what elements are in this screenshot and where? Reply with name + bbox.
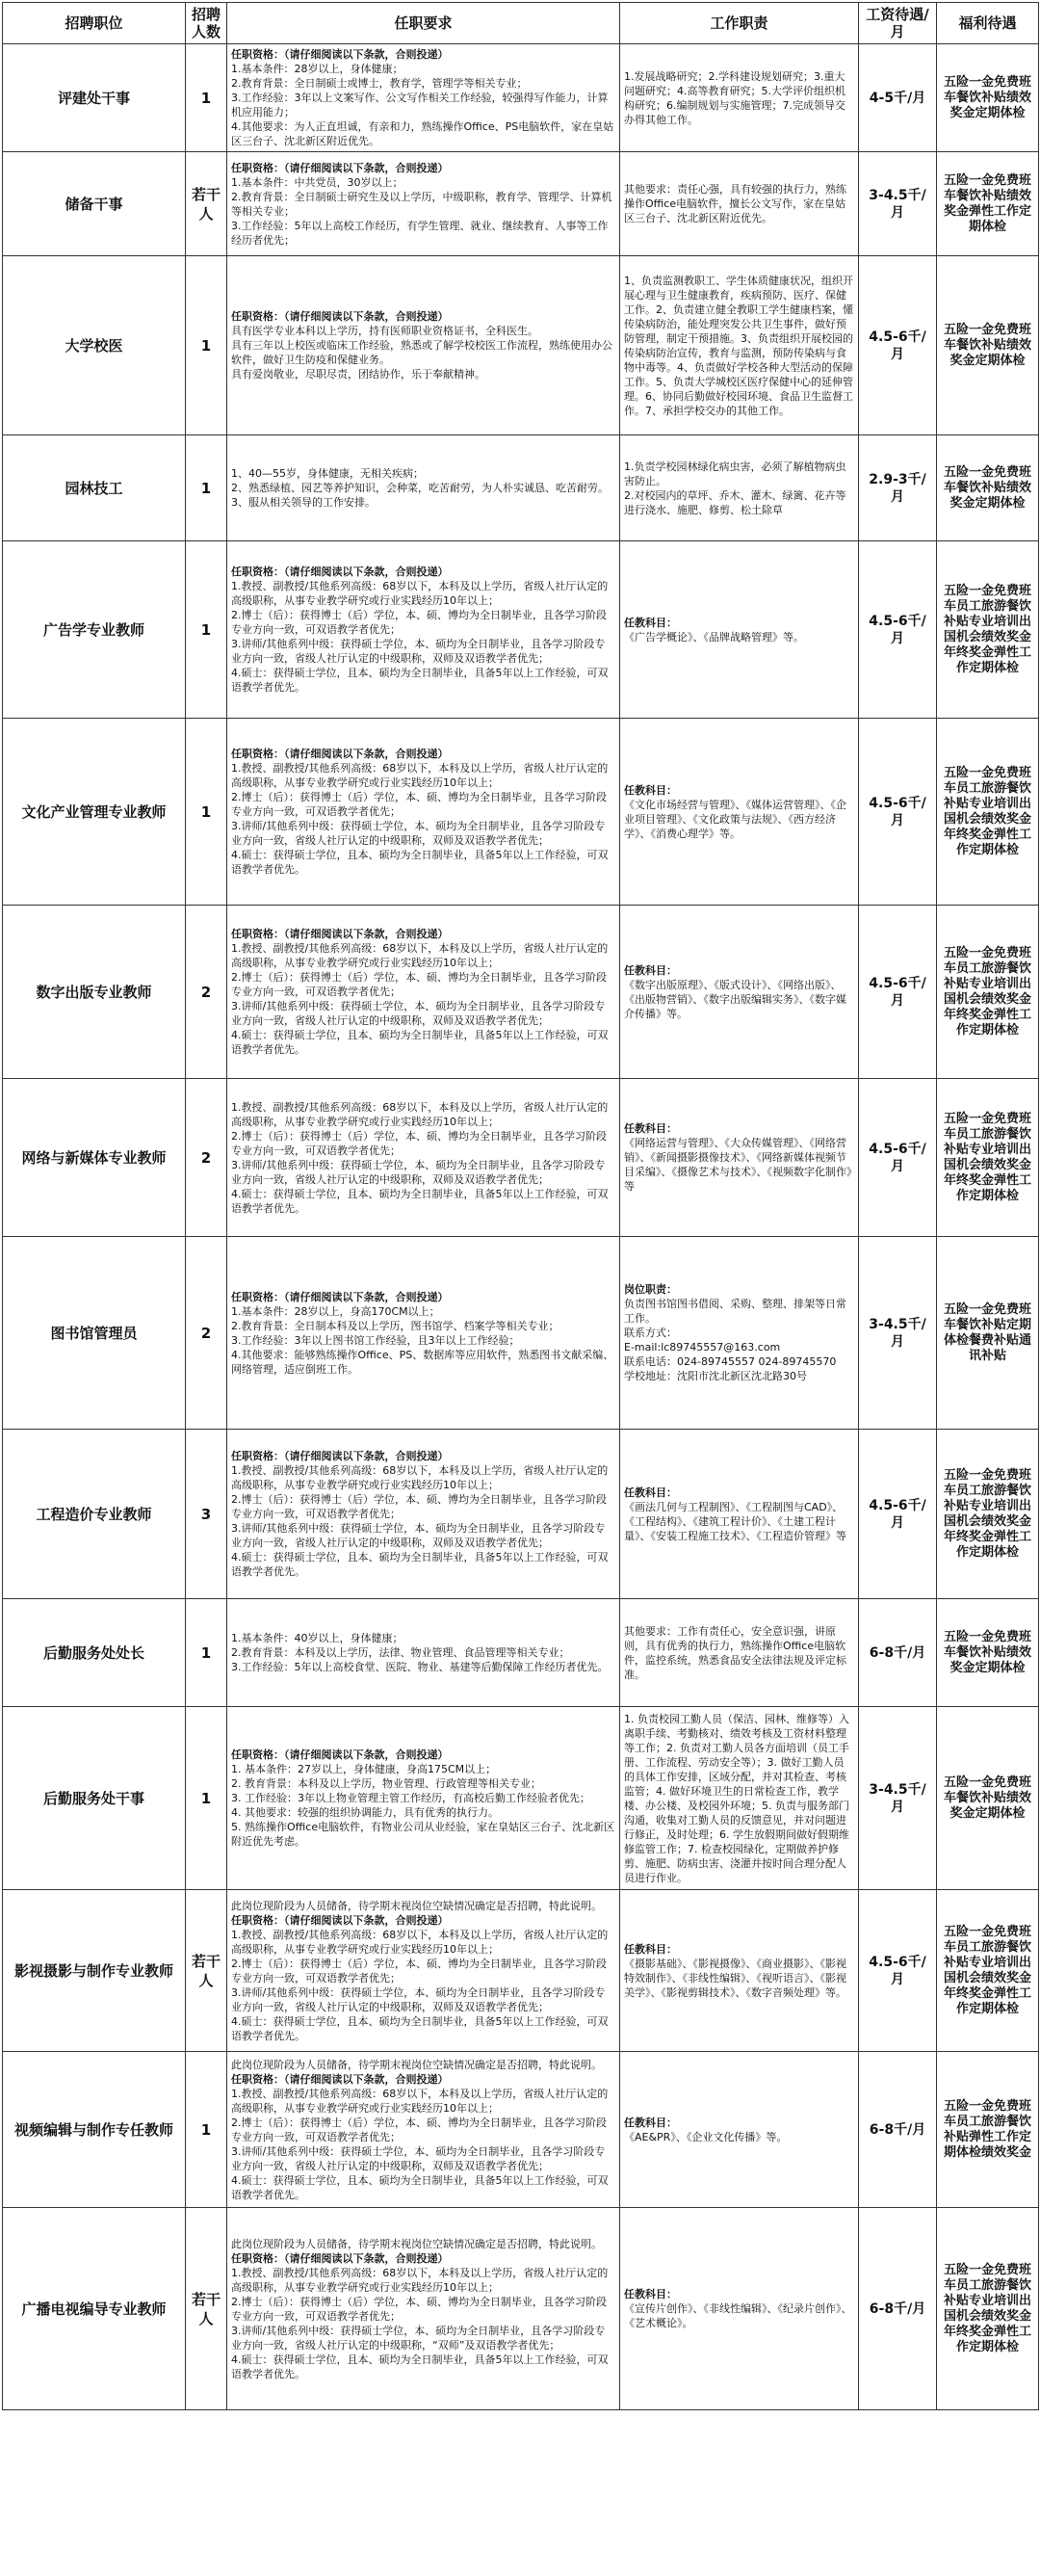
benefits: 五险一金免费班车员工旅游餐饮补贴专业培训出国机会绩效奖金年终奖金弹性工作定期体检 — [937, 541, 1039, 719]
header-row — [3, 3, 1039, 44]
requirement-line: 4.硕士：获得硕士学位，且本、硕均为全日制毕业，具备5年以上工作经验，可双语教学者优先。 — [231, 849, 609, 876]
duty-line: 任教科目： — [624, 2288, 677, 2300]
requirement-line: 2.博士（后）：获得博士（后）学位，本、硕、博均为全日制毕业，且各学习阶段专业方向一致，可双语教学者优先； — [231, 1493, 607, 1520]
job-title: 工程造价专业教师 — [3, 1430, 186, 1599]
requirement-line: 2.教育背景：全日制硕士或博士，教育学，管理学等相关专业； — [231, 77, 528, 90]
salary: 3-4.5千/月 — [859, 152, 937, 256]
requirement-line: 任职资格：（请仔细阅读以下条款，合则投递） — [231, 1450, 449, 1462]
requirements-cell — [227, 541, 620, 719]
benefits: 五险一金免费班车餐饮补贴绩效奖金定期体检 — [937, 44, 1039, 152]
requirement-line: 1. 基本条件：27岁以上，身体健康，身高175CM以上； — [231, 1763, 497, 1775]
headcount: 1 — [186, 541, 227, 719]
requirement-line: 任职资格：（请仔细阅读以下条款，合则投递） — [231, 928, 449, 940]
requirement-line: 2、熟悉绿植、园艺等养护知识，会种菜，吃苦耐劳，为人朴实诚恳、吃苦耐劳。 — [231, 482, 609, 494]
requirements-cell — [227, 1079, 620, 1237]
requirement-line: 3.讲师/其他系列中级：获得硕士学位，本、硕均为全日制毕业，且各学习阶段专业方向一致，省级人社厅认定的中级职称，双师及双语教学者优先； — [231, 1985, 606, 2013]
requirements-cell — [227, 44, 620, 152]
header-benefits: 福利待遇 — [937, 3, 1039, 44]
table-row — [3, 1079, 1039, 1237]
requirements-cell — [227, 906, 620, 1079]
requirement-line: 4. 其他要求：较强的组织协调能力，具有优秀的执行力。 — [231, 1806, 499, 1819]
job-title: 视频编辑与制作专任教师 — [3, 2052, 186, 2208]
requirement-line: 1.教授、副教授/其他系列高级：68岁以下，本科及以上学历，省级人社厅认定的高级职称，从事专业教学研究或行业实践经历10年以上； — [231, 580, 609, 607]
duties-cell — [620, 719, 859, 906]
requirement-line: 2.教育背景：全日制硕士研究生及以上学历，中级职称，教育学、管理学、计算机等相关专业； — [231, 190, 612, 218]
requirements-cell — [227, 2052, 620, 2208]
header-position: 招聘职位 — [3, 3, 186, 44]
benefits: 五险一金免费班车员工旅游餐饮补贴专业培训出国机会绩效奖金年终奖金弹性工作定期体检 — [937, 1890, 1039, 2052]
duty-line: 负责图书馆图书借阅、采购、整理、排架等日常工作。 — [624, 1298, 846, 1325]
table-body — [3, 44, 1039, 2410]
requirements-cell — [227, 2208, 620, 2410]
duty-line: 联系电话：024-89745557 024-89745570 — [624, 1355, 837, 1368]
requirement-line: 4.其他要求：为人正直坦诚，有亲和力，熟练操作Office、PS电脑软件，家在皇姑区三台子、沈北新区附近优先。 — [231, 120, 614, 147]
requirement-line: 3.讲师/其他系列中级：获得硕士学位，本、硕均为全日制毕业，且各学习阶段专业方向一致，省级人社厅认定的中级职称，双师及双语教学者优先； — [231, 1522, 606, 1549]
duties-cell — [620, 2052, 859, 2208]
requirement-line: 2.博士（后）：获得博士（后）学位，本、硕、博均为全日制毕业，且各学习阶段专业方向一致，可双语教学者优先； — [231, 609, 607, 636]
table-row — [3, 435, 1039, 541]
requirement-line: 1.教授、副教授/其他系列高级：68岁以下，本科及以上学历，省级人社厅认定的高级职称，从事专业教学研究或行业实践经历10年以上； — [231, 942, 609, 969]
duty-line: 岗位职责： — [624, 1283, 677, 1296]
requirement-line: 4.硕士：获得硕士学位，且本、硕均为全日制毕业，具备5年以上工作经验，可双语教学者优先。 — [231, 667, 609, 694]
table-row — [3, 1599, 1039, 1707]
salary: 4.5-6千/月 — [859, 1079, 937, 1237]
duties-cell — [620, 1079, 859, 1237]
headcount: 2 — [186, 906, 227, 1079]
requirement-line: 任职资格：（请仔细阅读以下条款，合则投递） — [231, 1913, 449, 1927]
requirement-line: 3.工作经验：3年以上图书馆工作经验，且3年以上工作经验； — [231, 1333, 520, 1347]
requirements-cell — [227, 435, 620, 541]
salary: 4.5-6千/月 — [859, 541, 937, 719]
headcount: 1 — [186, 44, 227, 152]
requirement-line: 1.基本条件：中共党员，30岁以上； — [231, 175, 403, 189]
requirement-line: 4.硕士：获得硕士学位，且本、硕均为全日制毕业，具备5年以上工作经验，可双语教学者优先。 — [231, 2014, 609, 2042]
requirements-cell — [227, 719, 620, 906]
duties-cell — [620, 1430, 859, 1599]
requirement-line: 1.基本条件：28岁以上，身体健康； — [231, 63, 403, 75]
duties-cell — [620, 1890, 859, 2052]
requirement-line: 2. 教育背景：本科及以上学历，物业管理、行政管理等相关专业； — [231, 1777, 541, 1790]
requirement-line: 1.教授、副教授/其他系列高级：68岁以下，本科及以上学历，省级人社厅认定的高级职称，从事专业教学研究或行业实践经历10年以上； — [231, 1100, 609, 1128]
duties-cell — [620, 435, 859, 541]
requirement-line: 任职资格：（请仔细阅读以下条款，合则投递） — [231, 161, 449, 174]
job-title: 影视摄影与制作专业教师 — [3, 1890, 186, 2052]
duty-line: 1.负责学校园林绿化病虫害，必须了解植物病虫害防止。 — [624, 460, 846, 487]
header-salary: 工资待遇/月 — [859, 3, 937, 44]
requirement-line: 2.博士（后）：获得博士（后）学位，本、硕、博均为全日制毕业，且各学习阶段专业方向一致，可双语教学者优先； — [231, 971, 607, 998]
duty-line: 任教科目： — [624, 783, 677, 797]
salary: 3-4.5千/月 — [859, 1707, 937, 1890]
requirement-line: 2.博士（后）：获得博士（后）学位，本、硕、博均为全日制毕业，且各学习阶段专业方向一致，可双语教学者优先； — [231, 2295, 607, 2323]
duty-line: 《摄影基础》、《影视摄像》、《商业摄影》、《影视特效制作》、《非线性编辑》、《视听语言》、《影视美学》、《影视剪辑技术》、《数字音频处理》等。 — [624, 1957, 846, 1999]
requirement-line: 1.基本条件：28岁以上，身高170CM以上； — [231, 1304, 440, 1318]
table-row — [3, 1890, 1039, 2052]
requirement-line: 2.博士（后）：获得博士（后）学位，本、硕、博均为全日制毕业，且各学习阶段专业方向一致，可双语教学者优先； — [231, 791, 607, 818]
header-duties: 工作职责 — [620, 3, 859, 44]
table-row — [3, 1707, 1039, 1890]
requirement-line: 2.教育背景：全日制本科及以上学历，图书馆学、档案学等相关专业； — [231, 1319, 559, 1332]
duties-cell — [620, 44, 859, 152]
benefits: 五险一金免费班车员工旅游餐饮补贴专业培训出国机会绩效奖金年终奖金弹性工作定期体检 — [937, 1079, 1039, 1237]
benefits: 五险一金免费班车员工旅游餐饮补贴专业培训出国机会绩效奖金年终奖金弹性工作定期体检 — [937, 1430, 1039, 1599]
requirement-line: 2.博士（后）：获得博士（后）学位，本、硕、博均为全日制毕业，且各学习阶段专业方向一致，可双语教学者优先； — [231, 2116, 607, 2143]
duties-cell — [620, 1707, 859, 1890]
duty-line: 1.发展战略研究；2.学科建设规划研究；3.重大问题研究；4.高等教育研究；5.大学评价组织机构研究；6.编制规划与实施管理；7.完成领导交办得其他工作。 — [624, 69, 845, 126]
headcount: 3 — [186, 1430, 227, 1599]
requirements-cell — [227, 1237, 620, 1430]
salary: 4.5-6千/月 — [859, 256, 937, 435]
requirements-cell — [227, 152, 620, 256]
benefits: 五险一金免费班车餐饮补贴绩效奖金定期体检 — [937, 435, 1039, 541]
requirement-line: 3.工作经验：5年以上高校食堂、医院、物业、基建等后勤保障工作经历者优先。 — [231, 1661, 609, 1673]
duty-line: 2.对校园内的草坪、乔木、灌木、绿篱、花卉等进行浇水、施肥、修剪、松土除草 — [624, 488, 846, 516]
requirement-line: 2.博士（后）：获得博士（后）学位，本、硕、博均为全日制毕业，且各学习阶段专业方向一致，可双语教学者优先； — [231, 1129, 607, 1157]
requirement-line: 具有爱岗敬业，尽职尽责，团结协作，乐于奉献精神。 — [231, 368, 485, 381]
headcount: 1 — [186, 2052, 227, 2208]
salary: 6-8千/月 — [859, 2052, 937, 2208]
duty-line: 其他要求：责任心强，具有较强的执行力，熟练操作Office电脑软件，擅长公文写作，家在皇姑区三台子、沈北新区附近优先。 — [624, 183, 846, 224]
headcount: 若干人 — [186, 152, 227, 256]
requirement-line: 1.教授、副教授/其他系列高级：68岁以下，本科及以上学历，省级人社厅认定的高级职称，从事专业教学研究或行业实践经历10年以上； — [231, 1464, 609, 1491]
headcount: 若干人 — [186, 1890, 227, 2052]
job-title: 文化产业管理专业教师 — [3, 719, 186, 906]
requirement-line: 2.博士（后）：获得博士（后）学位，本、硕、博均为全日制毕业，且各学习阶段专业方向一致，可双语教学者优先； — [231, 1957, 607, 1985]
requirement-line: 此岗位现阶段为人员储备，待学期末视岗位空缺情况确定是否招聘，特此说明。 — [231, 2058, 602, 2071]
benefits: 五险一金免费班车员工旅游餐饮补贴专业培训出国机会绩效奖金年终奖金弹性工作定期体检 — [937, 906, 1039, 1079]
table-row — [3, 1430, 1039, 1599]
job-title: 数字出版专业教师 — [3, 906, 186, 1079]
requirement-line: 3、服从相关领导的工作安排。 — [231, 496, 376, 509]
duties-cell — [620, 1599, 859, 1707]
requirement-line: 此岗位现阶段为人员储备，待学期末视岗位空缺情况确定是否招聘，特此说明。 — [231, 2237, 602, 2250]
header-count: 招聘人数 — [186, 3, 227, 44]
duty-line: 《广告学概论》、《品牌战略管理》等。 — [624, 630, 804, 644]
requirement-line: 任职资格：（请仔细阅读以下条款，合则投递） — [231, 310, 449, 323]
duties-cell — [620, 1237, 859, 1430]
job-title: 广告学专业教师 — [3, 541, 186, 719]
job-title: 图书馆管理员 — [3, 1237, 186, 1430]
requirement-line: 1.教授、副教授/其他系列高级：68岁以下，本科及以上学历，省级人社厅认定的高级职称，从事专业教学研究或行业实践经历10年以上； — [231, 762, 609, 789]
job-title: 后勤服务处处长 — [3, 1599, 186, 1707]
duty-line: 《画法几何与工程制图》、《工程制图与CAD》、《工程结构》、《建筑工程计价》、《土建工程计量》、《安装工程施工技术》、《工程造价管理》等 — [624, 1500, 846, 1542]
table-row — [3, 1237, 1039, 1430]
salary: 6-8千/月 — [859, 2208, 937, 2410]
table-row — [3, 719, 1039, 906]
table-row — [3, 906, 1039, 1079]
requirement-line: 任职资格：（请仔细阅读以下条款，合则投递） — [231, 1290, 449, 1303]
duty-line: 任教科目： — [624, 2116, 677, 2129]
requirement-line: 4.硕士：获得硕士学位，且本、硕均为全日制毕业，具备5年以上工作经验，可双语教学者优先。 — [231, 1029, 609, 1056]
headcount: 1 — [186, 719, 227, 906]
table-row — [3, 256, 1039, 435]
job-title: 大学校医 — [3, 256, 186, 435]
table-row — [3, 2208, 1039, 2410]
duty-line: 任教科目： — [624, 1122, 677, 1135]
duty-line: 1、负责监测教职工、学生体质健康状况，组织开展心理与卫生健康教育，疾病预防、医疗、保健工作。2、负责建立健全教职工学生健康档案，懂传染病防治，能处理突发公共卫生事件，做好预防管理，制定干预措施。3、负责组织开展校园的传染病防治宣传，教育与监测，预防传染病与食物中毒等。4、负责做好学校各种大型活动的保障工作。5、负责大学城校区医疗保健中心的延伸管理。6、协同后勤做好校园环境、食品卫生监督工作。7、承担学校交办的其他工作。 — [624, 274, 853, 417]
requirement-line: 1、40—55岁，身体健康，无相关疾病； — [231, 467, 424, 480]
duties-cell — [620, 541, 859, 719]
salary: 4.5-6千/月 — [859, 1890, 937, 2052]
duty-line: 联系方式： — [624, 1327, 677, 1339]
headcount: 1 — [186, 1599, 227, 1707]
headcount: 1 — [186, 256, 227, 435]
requirement-line: 4.硕士：获得硕士学位，且本、硕均为全日制毕业，具备5年以上工作经验，可双语教学者优先。 — [231, 2353, 609, 2380]
requirement-line: 此岗位现阶段为人员储备，待学期末视岗位空缺情况确定是否招聘，特此说明。 — [231, 1899, 602, 1912]
requirement-line: 2.教育背景：本科及以上学历，法律、物业管理、食品管理等相关专业； — [231, 1646, 570, 1659]
requirement-line: 3.讲师/其他系列中级：获得硕士学位，本、硕均为全日制毕业，且各学习阶段专业方向一致，省级人社厅认定的中级职称，双师及双语教学者优先； — [231, 1158, 606, 1186]
duty-line: 《数字出版原理》、《版式设计》、《网络出版》、《出版物营销》、《数字出版编辑实务》、《数字媒介传播》等。 — [624, 978, 846, 1020]
duty-line: E-mail:lc89745557@163.com — [624, 1341, 781, 1354]
requirement-line: 3.讲师/其他系列中级：获得硕士学位，本、硕均为全日制毕业，且各学习阶段专业方向一致，省级人社厅认定的中级职称，双师及双语教学者优先； — [231, 1000, 606, 1027]
headcount: 2 — [186, 1079, 227, 1237]
requirement-line: 1.教授、副教授/其他系列高级：68岁以下，本科及以上学历，省级人社厅认定的高级职称，从事专业教学研究或行业实践经历10年以上； — [231, 2087, 609, 2115]
requirements-cell — [227, 256, 620, 435]
benefits: 五险一金免费班车餐饮补贴绩效奖金定期体检 — [937, 256, 1039, 435]
duties-cell — [620, 2208, 859, 2410]
headcount: 1 — [186, 1707, 227, 1890]
salary: 4-5千/月 — [859, 44, 937, 152]
salary: 4.5-6千/月 — [859, 906, 937, 1079]
benefits: 五险一金免费班车餐饮补贴绩效奖金定期体检 — [937, 1707, 1039, 1890]
requirement-line: 任职资格：（请仔细阅读以下条款，合则投递） — [231, 565, 449, 578]
duty-line: 1. 负责校园工勤人员（保洁、园林、维修等）入离职手续、考勤核对、绩效考核及工资材料整理等工作；2. 负责对工勤人员各方面培训（员工手册、工作流程、劳动安全等）；3. 做好工勤人员的具体工作安排，区域分配，并对其检查、考核监管；4. 做好环境卫生的日常检查工作，教学楼、办公楼、及校园外环境；5. 负责与服务部门沟通，收集对工勤人员的反馈意见，并对问题进行修正，及时处理；6. 学生放假期间做好假期维修监管工作；7. 检查校园绿化，定期做养护修剪、施肥、防病虫害、浇灌并按时间合理分配人员进行作业。 — [624, 1712, 849, 1884]
requirement-line: 4.硕士：获得硕士学位，且本、硕均为全日制毕业，具备5年以上工作经验，可双语教学者优先。 — [231, 1187, 609, 1215]
requirement-line: 1.教授、副教授/其他系列高级：68岁以下，本科及以上学历，省级人社厅认定的高级职称，从事专业教学研究或行业实践经历10年以上； — [231, 2266, 609, 2294]
duty-line: 其他要求：工作有责任心，安全意识强，讲原则，具有优秀的执行力，熟练操作Office电脑软件，监控系统，熟悉食品安全法律法规及评定标准。 — [624, 1624, 846, 1681]
duty-line: 任教科目： — [624, 1485, 677, 1499]
table-row — [3, 152, 1039, 256]
benefits: 五险一金免费班车餐饮补贴绩效奖金弹性工作定期体检 — [937, 152, 1039, 256]
requirement-line: 3.讲师/其他系列中级：获得硕士学位，本、硕均为全日制毕业，且各学习阶段专业方向一致，省级人社厅认定的中级职称，双师及双语教学者优先； — [231, 2144, 606, 2172]
table-row — [3, 2052, 1039, 2208]
requirements-cell — [227, 1599, 620, 1707]
requirement-line: 1.教授、副教授/其他系列高级：68岁以下，本科及以上学历，省级人社厅认定的高级职称，从事专业教学研究或行业实践经历10年以上； — [231, 1928, 609, 1956]
header-requirements: 任职要求 — [227, 3, 620, 44]
headcount: 1 — [186, 435, 227, 541]
benefits: 五险一金免费班车餐饮补贴定期体检餐费补贴通讯补贴 — [937, 1237, 1039, 1430]
salary: 3-4.5千/月 — [859, 1237, 937, 1430]
benefits: 五险一金免费班车餐饮补贴绩效奖金定期体检 — [937, 1599, 1039, 1707]
requirement-line: 任职资格：（请仔细阅读以下条款，合则投递） — [231, 748, 449, 760]
benefits: 五险一金免费班车员工旅游餐饮补贴专业培训出国机会绩效奖金年终奖金弹性工作定期体检 — [937, 719, 1039, 906]
job-title: 园林技工 — [3, 435, 186, 541]
requirements-cell — [227, 1890, 620, 2052]
duty-line: 《AE&PR》、《企业文化传播》等。 — [624, 2130, 788, 2143]
duty-line: 任教科目： — [624, 1942, 677, 1956]
requirement-line: 4.其他要求：能够熟练操作Office、PS、数据库等应用软件，熟悉图书文献采编、网络管理，适应倒班工作。 — [231, 1348, 614, 1376]
job-title: 网络与新媒体专业教师 — [3, 1079, 186, 1237]
requirement-line: 4.硕士：获得硕士学位，且本、硕均为全日制毕业，具备5年以上工作经验，可双语教学者优先。 — [231, 1551, 609, 1578]
headcount: 2 — [186, 1237, 227, 1430]
duties-cell — [620, 906, 859, 1079]
table-row — [3, 44, 1039, 152]
benefits: 五险一金免费班车员工旅游餐饮补贴专业培训出国机会绩效奖金年终奖金弹性工作定期体检 — [937, 2208, 1039, 2410]
job-title: 后勤服务处干事 — [3, 1707, 186, 1890]
benefits: 五险一金免费班车员工旅游餐饮补贴弹性工作定期体检绩效奖金 — [937, 2052, 1039, 2208]
headcount: 若干人 — [186, 2208, 227, 2410]
salary: 6-8千/月 — [859, 1599, 937, 1707]
salary: 4.5-6千/月 — [859, 719, 937, 906]
requirement-line: 4.硕士：获得硕士学位，且本、硕均为全日制毕业，具备5年以上工作经验，可双语教学者优先。 — [231, 2173, 609, 2201]
duty-line: 《宣传片创作》、《非线性编辑》、《纪录片创作》、《艺术概论》。 — [624, 2302, 852, 2329]
requirements-cell — [227, 1707, 620, 1890]
requirement-line: 任职资格：（请仔细阅读以下条款，合则投递） — [231, 1748, 449, 1761]
requirement-line: 3.工作经验：3年以上文案写作、公文写作相关工作经验，较强得写作能力，计算机应用能力； — [231, 92, 609, 118]
table-row — [3, 541, 1039, 719]
salary: 4.5-6千/月 — [859, 1430, 937, 1599]
requirement-line: 任职资格：（请仔细阅读以下条款，合则投递） — [231, 48, 449, 61]
requirement-line: 3. 工作经验：3年以上物业管理主管工作经历，有高校后勤工作经验者优先； — [231, 1792, 590, 1804]
salary: 2.9-3千/月 — [859, 435, 937, 541]
job-title: 评建处干事 — [3, 44, 186, 152]
duties-cell — [620, 256, 859, 435]
duty-line: 学校地址：沈阳市沈北新区沈北路30号 — [624, 1370, 807, 1382]
recruitment-table — [2, 2, 1039, 2410]
requirement-line: 1.基本条件：40岁以上，身体健康； — [231, 1632, 403, 1644]
duty-line: 《文化市场经营与管理》、《媒体运营管理》、《企业项目管理》、《文化政策与法规》、《西方经济学》、《消费心理学》等。 — [624, 798, 846, 840]
duty-line: 任教科目： — [624, 616, 677, 629]
requirement-line: 5. 熟练操作Office电脑软件，有物业公司从业经验，家在皇姑区三台子、沈北新区附近优先考虑。 — [231, 1821, 615, 1848]
requirement-line: 3.讲师/其他系列中级：获得硕士学位，本、硕均为全日制毕业，且各学习阶段专业方向一致，省级人社厅认定的中级职称，双师及双语教学者优先； — [231, 638, 606, 665]
requirement-line: 具有三年以上校医或临床工作经验，熟悉或了解学校校医工作流程，熟练使用办公软件，做好卫生防疫和保健业务。 — [231, 339, 612, 366]
requirement-line: 3.讲师/其他系列中级：获得硕士学位，本、硕均为全日制毕业，且各学习阶段专业方向一致，省级人社厅认定的中级职称，“双师”及双语教学者优先； — [231, 2324, 606, 2352]
requirement-line: 3.讲师/其他系列中级：获得硕士学位，本、硕均为全日制毕业，且各学习阶段专业方向一致，省级人社厅认定的中级职称，双师及双语教学者优先； — [231, 820, 606, 847]
requirements-cell — [227, 1430, 620, 1599]
duty-line: 任教科目： — [624, 963, 677, 977]
duties-cell — [620, 152, 859, 256]
requirement-line: 任职资格：（请仔细阅读以下条款，合则投递） — [231, 2251, 449, 2265]
requirement-line: 具有医学专业本科以上学历，持有医师职业资格证书，全科医生。 — [231, 325, 538, 337]
job-title: 广播电视编导专业教师 — [3, 2208, 186, 2410]
requirement-line: 任职资格：（请仔细阅读以下条款，合则投递） — [231, 2072, 449, 2086]
duty-line: 《网络运营与管理》、《大众传媒管理》、《网络营销》、《新闻摄影摄像技术》、《网络新媒体视频节目采编》、《摄像艺术与技术》、《视频数字化制作》等 — [624, 1137, 852, 1193]
requirement-line: 3.工作经验：5年以上高校工作经历，有学生管理、就业、继续教育、人事等工作经历者优先； — [231, 219, 609, 247]
job-title: 储备干事 — [3, 152, 186, 256]
